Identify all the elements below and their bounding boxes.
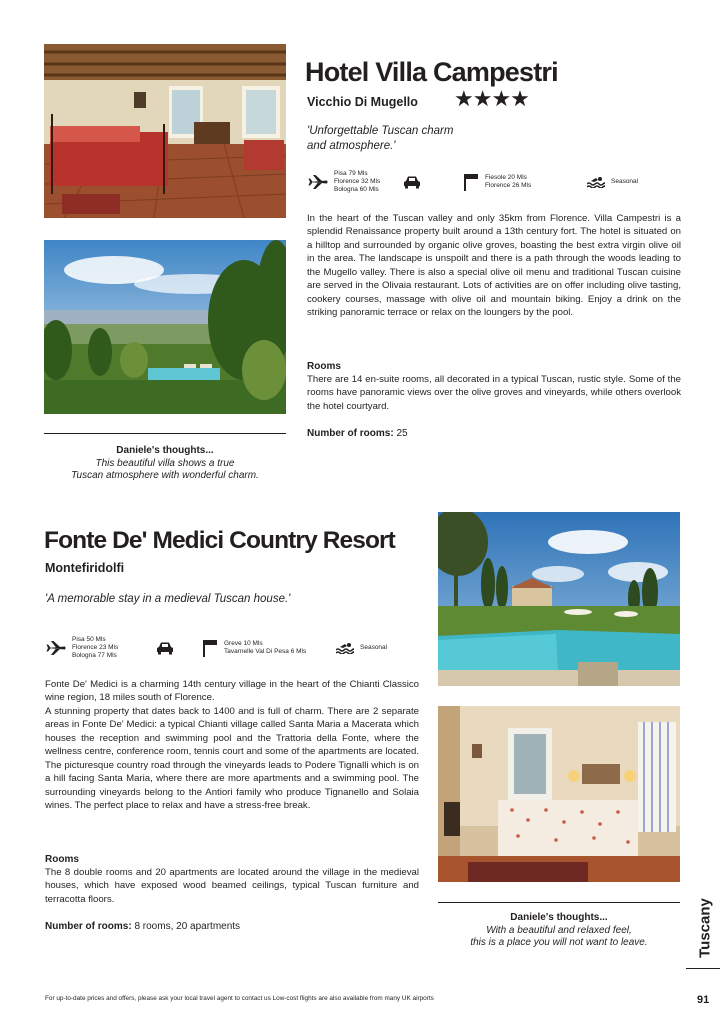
thoughts-text: this is a place you will not want to leave. bbox=[470, 937, 648, 949]
drive-distance: Florence 26 Mls bbox=[485, 182, 532, 189]
daniele-thoughts bbox=[44, 445, 286, 483]
drive-distance: Tavarnelle Val Di Pesa 6 Mls bbox=[224, 648, 307, 655]
hotel-location: Montefiridolfi bbox=[45, 561, 125, 575]
pool-status: Seasonal bbox=[611, 178, 639, 185]
hotel-quote: 'A memorable stay in a medieval Tuscan house.' bbox=[45, 593, 291, 605]
drive-distance: Fiesole 20 Mls bbox=[485, 174, 527, 181]
rooms-description: The 8 double rooms and 20 apartments are located around the village in the medieval houses, which have exposed wood beamed ceilings, typical Tuscan furniture and terracotta floors. bbox=[45, 867, 419, 905]
hotel-quote: 'Unforgettable Tuscan charm and atmosphere.' bbox=[307, 125, 454, 152]
swimming-icon bbox=[587, 176, 605, 188]
thoughts-title: Daniele's thoughts... bbox=[510, 912, 608, 923]
thoughts-text: With a beautiful and relaxed feel, bbox=[486, 924, 632, 936]
pool-status: Seasonal bbox=[360, 644, 388, 651]
car-icon bbox=[156, 641, 174, 655]
side-tab-divider bbox=[686, 968, 720, 969]
airport-distance: Florence 32 Mls bbox=[334, 178, 381, 185]
plane-icon bbox=[308, 174, 328, 190]
star-rating: ★★★★ bbox=[454, 86, 529, 111]
rooms-description: There are 14 en-suite rooms, all decorated in a typical Tuscan, rustic style. Some of the rooms have panoramic views over the olive groves and vineyards, while others overlook the hotel courtyard. bbox=[307, 374, 681, 412]
rooms-heading: Rooms bbox=[45, 854, 79, 865]
airport-distance: Pisa 50 Mls bbox=[72, 636, 106, 643]
rooms-heading: Rooms bbox=[307, 361, 341, 372]
number-of-rooms: Number of rooms: 8 rooms, 20 apartments bbox=[45, 921, 241, 932]
car-icon bbox=[403, 175, 421, 189]
villa-campestri-pool-view-photo bbox=[44, 240, 286, 414]
page-number: 91 bbox=[697, 994, 710, 1006]
drive-distance: Greve 10 Mls bbox=[224, 640, 263, 647]
thoughts-text: This beautiful villa shows a true bbox=[95, 457, 235, 469]
villa-campestri-bedroom-photo bbox=[44, 44, 286, 218]
airport-distance: Bologna 77 Mls bbox=[72, 652, 117, 659]
hotel-description: In the heart of the Tuscan valley and only 35km from Florence. Villa Campestri is a splendid Renaissance property built around a 13th century fort. The hotel is situated on a hilltop and surrounded by organic olive groves, boasting the best extra virgin olive oil in the area. The landscape is unspoilt and there is a path through the woods leading to the Mugello valley. There is also a special olive oil menu and traditional Tuscan cuisine are served in the Olivaia restaurant. Lots of activities are on offer including olive tasting, cookery courses, massage with olive oil and mountain biking. Enjoy a drink on the striking panoramic terrace or relax on the loungers by the pool. bbox=[307, 213, 681, 319]
swimming-icon bbox=[336, 642, 354, 654]
hotel-name-fonte-de-medici: Fonte De' Medici Country Resort bbox=[44, 527, 395, 554]
hotel-facts bbox=[46, 636, 426, 660]
region-tab bbox=[686, 885, 724, 970]
airport-distance: Florence 23 Mls bbox=[72, 644, 119, 651]
flag-icon bbox=[202, 639, 218, 657]
region-label: Tuscany bbox=[696, 897, 714, 958]
divider bbox=[44, 433, 286, 434]
hotel-description: Fonte De' Medici is a charming 14th century village in the heart of the Chianti Classico wine region, 18 miles south of Florence. A stunning property that dates back to 1400 and is full of charm. There are 2 separate areas in Fonte De' Medici: a typical Chianti village called Santa Maria a Macerata which houses the reception and swimming pool and the Trattoria della Fonte, where the wellness centre, conference room, tennis court and some of the apartments are located. The picturesque country road through the vineyards leads to Podere Tignalli which is on a hill facing Santa Maria, where there are more apartments and a swimming pool. The surrounding vineyards belong to the Antiori family who produce Tignanello and Solaia wines. The perfect place to relax and have a stress-free break. bbox=[45, 679, 419, 812]
thoughts-text: Tuscan atmosphere with wonderful charm. bbox=[71, 470, 259, 482]
airport-distance: Bologna 60 Mls bbox=[334, 186, 379, 193]
footer-note: For up-to-date prices and offers, please ask your local travel agent to contact us Low-cost flights are also available from many UK airports bbox=[45, 995, 434, 1002]
divider bbox=[438, 902, 680, 903]
fonte-de-medici-pool-photo bbox=[438, 512, 680, 686]
daniele-thoughts bbox=[438, 912, 680, 950]
hotel-location: Vicchio Di Mugello bbox=[307, 95, 418, 109]
fonte-de-medici-bedroom-photo bbox=[438, 706, 680, 882]
plane-icon bbox=[46, 640, 66, 656]
hotel-name-villa-campestri: Hotel Villa Campestri bbox=[305, 57, 558, 87]
airport-distance: Pisa 79 Mls bbox=[334, 170, 368, 177]
thoughts-title: Daniele's thoughts... bbox=[116, 445, 214, 456]
number-of-rooms: Number of rooms: 25 bbox=[307, 428, 408, 439]
flag-icon bbox=[463, 173, 479, 191]
hotel-facts bbox=[308, 170, 680, 194]
